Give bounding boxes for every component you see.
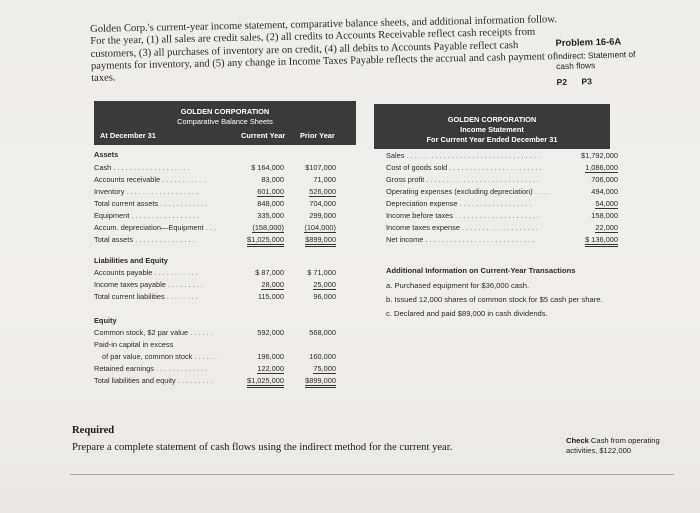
- bs-col-current: Current Year: [241, 131, 286, 140]
- is-row: Operating expenses (excluding depreciation) . . . . 494,000: [386, 187, 618, 196]
- bs-row: Assets: [94, 150, 119, 159]
- bs-row: Equipment . . . . . . . . . . . . . . . . . 335,000 299,000: [94, 211, 336, 220]
- check-figure: [566, 436, 676, 456]
- required-section: [72, 425, 452, 453]
- bs-title: Comparative Balance Sheets: [177, 117, 273, 126]
- bs-company: GOLDEN CORPORATION: [180, 107, 270, 116]
- problem-subtitle: Indirect: Statement of cash flows: [555, 49, 636, 72]
- additional-item: a. Purchased equipment for $36,000 cash.: [386, 281, 530, 290]
- is-row: Sales . . . . . . . . . . . . . . . . . . . . . . . . . . . . . . . . . $1,792,000: [386, 151, 618, 160]
- is-title: Income Statement: [460, 125, 524, 134]
- additional-title: Additional Information on Current-Year Transactions: [386, 266, 576, 275]
- check-text: Cash from operating activities, $122,000: [566, 436, 660, 455]
- bs-row: Total current liabilities . . . . . . . . 115,000 96,000: [94, 292, 336, 301]
- additional-item: b. Issued 12,000 shares of common stock for $5 cash per share.: [386, 295, 603, 304]
- divider: [70, 474, 674, 475]
- bs-col-prior: Prior Year: [300, 131, 335, 140]
- is-row: Cost of goods sold . . . . . . . . . . . . . . . . . . . . . . . 1,086,000: [386, 163, 618, 172]
- balance-sheet-header: [94, 101, 356, 145]
- tag-p3: P3: [581, 76, 593, 87]
- bs-row: Cash . . . . . . . . . . . . . . . . . . . $ 164,000 $107,000: [94, 163, 336, 172]
- is-row: Income before taxes . . . . . . . . . . . . . . . . . . . . . 158,000: [386, 211, 618, 220]
- bs-row: Total liabilities and equity . . . . . . . . . $1,025,000 $899,000: [94, 376, 356, 387]
- bs-row: Total assets . . . . . . . . . . . . . . . $1,025,000 $899,000: [94, 235, 356, 246]
- is-row: Gross profit . . . . . . . . . . . . . . . . . . . . . . . . . . . . 706,000: [386, 175, 618, 184]
- income-statement-header: [374, 104, 610, 149]
- is-row: Income taxes expense . . . . . . . . . . . . . . . . . . . 22,000: [386, 223, 618, 232]
- additional-item: c. Declared and paid $89,000 in cash dividends.: [386, 309, 548, 318]
- bs-row: Inventory . . . . . . . . . . . . . . . . . . 601,000 526,000: [94, 187, 336, 196]
- bs-row: Common stock, $2 par value . . . . . . 592,000 568,000: [94, 328, 336, 337]
- bs-row: Total current assets . . . . . . . . . . . . 848,000 704,000: [94, 199, 336, 208]
- bs-row: Accum. depreciation—Equipment . . . (158,000) (104,000): [94, 223, 336, 232]
- bs-row: Income taxes payable . . . . . . . . . 28,000 25,000: [94, 280, 336, 289]
- is-row: Depreciation expense . . . . . . . . . . . . . . . . . . 54,000: [386, 199, 618, 208]
- bs-row: Paid-in capital in excess: [94, 340, 174, 349]
- problem-title: Problem 16-6A: [555, 35, 622, 49]
- problem-tags: [556, 75, 646, 87]
- is-row: Net income . . . . . . . . . . . . . . . . . . . . . . . . . . . $ 136,000: [386, 235, 618, 246]
- bs-row: Liabilities and Equity: [94, 256, 168, 265]
- required-title: Required: [72, 425, 115, 436]
- bs-row: Equity: [94, 316, 117, 325]
- bs-row: of par value, common stock . . . . . . 196,000 160,000: [102, 352, 336, 361]
- required-text: Prepare a complete statement of cash flows using the indirect method for the current year.: [72, 442, 453, 453]
- is-period: For Current Year Ended December 31: [426, 135, 558, 144]
- problem-label: [555, 35, 646, 87]
- bs-row: Accounts payable . . . . . . . . . . . $ 87,000 $ 71,000: [94, 268, 336, 277]
- bs-date-label: At December 31: [100, 131, 156, 140]
- tag-p2: P2: [556, 76, 568, 88]
- problem-intro: Golden Corp.'s current-year income statement, comparative balance sheets, and additional information follow. For the year, (1) all sales are credit sales, (2) all credits to Accounts Receivable reflect cash receipts from customers, (3) all purchases of inventory are on credit, (4) all debits to Accounts Payable reflect cash payments for inventory, and (5) any change in Income Taxes Payable reflects the accrual and cash payment of taxes.: [90, 14, 558, 85]
- check-label: Check: [566, 436, 589, 445]
- is-company: GOLDEN CORPORATION: [447, 115, 537, 124]
- additional-information: [386, 266, 636, 323]
- bs-row: Retained earnings . . . . . . . . . . . . . 122,000 75,000: [94, 364, 336, 373]
- bs-row: Accounts receivable . . . . . . . . . . . 83,000 71,000: [94, 175, 336, 184]
